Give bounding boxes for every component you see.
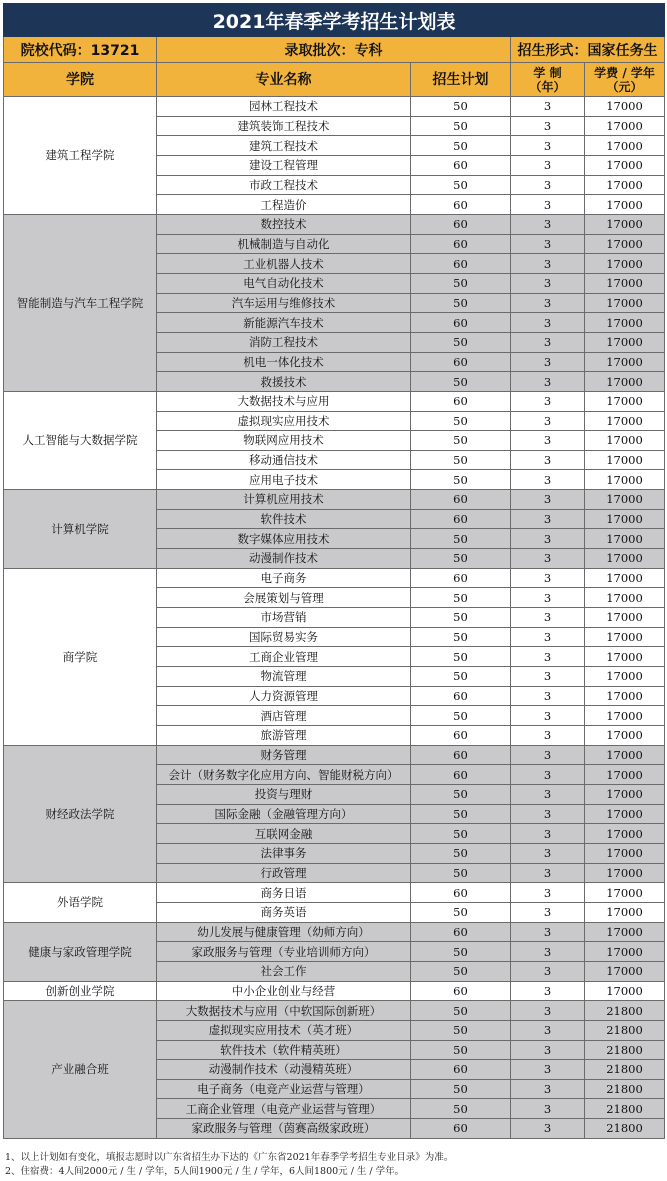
- plan-count: 60: [411, 568, 511, 588]
- tuition-fee: 17000: [585, 509, 665, 529]
- major-name: 财务管理: [157, 745, 411, 765]
- major-name: 社会工作: [157, 961, 411, 981]
- plan-count: 60: [411, 726, 511, 746]
- major-name: 商务英语: [157, 902, 411, 922]
- major-name: 酒店管理: [157, 706, 411, 726]
- plan-count: 60: [411, 765, 511, 785]
- school-code: 院校代码：13721: [4, 37, 157, 63]
- major-name: 物流管理: [157, 667, 411, 687]
- tuition-fee: 21800: [585, 1040, 665, 1060]
- table-row: [4, 981, 665, 1001]
- study-years: 3: [511, 647, 585, 667]
- tuition-fee: 17000: [585, 97, 665, 117]
- tuition-fee: 21800: [585, 1099, 665, 1119]
- header-years: 学 制 （年）: [511, 63, 585, 97]
- major-name: 消防工程技术: [157, 332, 411, 352]
- study-years: 3: [511, 922, 585, 942]
- tuition-fee: 21800: [585, 1119, 665, 1139]
- table-row: [4, 214, 665, 234]
- major-name: 大数据技术与应用（中软国际创新班）: [157, 1001, 411, 1021]
- tuition-fee: 17000: [585, 254, 665, 274]
- tuition-fee: 17000: [585, 745, 665, 765]
- tuition-fee: 17000: [585, 352, 665, 372]
- study-years: 3: [511, 745, 585, 765]
- tuition-fee: 17000: [585, 608, 665, 628]
- tuition-fee: 17000: [585, 824, 665, 844]
- plan-count: 50: [411, 529, 511, 549]
- plan-count: 60: [411, 234, 511, 254]
- header-row: [4, 63, 665, 97]
- study-years: 3: [511, 902, 585, 922]
- plan-count: 50: [411, 293, 511, 313]
- tuition-fee: 17000: [585, 214, 665, 234]
- tuition-fee: 17000: [585, 784, 665, 804]
- study-years: 3: [511, 1099, 585, 1119]
- major-name: 物联网应用技术: [157, 431, 411, 451]
- study-years: 3: [511, 706, 585, 726]
- study-years: 3: [511, 824, 585, 844]
- plan-count: 50: [411, 627, 511, 647]
- study-years: 3: [511, 726, 585, 746]
- major-name: 电子商务（电竞产业运营与管理）: [157, 1079, 411, 1099]
- study-years: 3: [511, 1060, 585, 1080]
- tuition-fee: 17000: [585, 529, 665, 549]
- tuition-fee: 17000: [585, 942, 665, 962]
- major-name: 虚拟现实应用技术: [157, 411, 411, 431]
- study-years: 3: [511, 293, 585, 313]
- plan-count: 50: [411, 961, 511, 981]
- plan-count: 50: [411, 942, 511, 962]
- tuition-fee: 17000: [585, 863, 665, 883]
- college-name: 财经政法学院: [4, 745, 157, 883]
- major-name: 动漫制作技术: [157, 549, 411, 569]
- plan-count: 50: [411, 784, 511, 804]
- study-years: 3: [511, 136, 585, 156]
- tuition-fee: 17000: [585, 155, 665, 175]
- study-years: 3: [511, 411, 585, 431]
- major-name: 建筑工程技术: [157, 136, 411, 156]
- plan-count: 60: [411, 509, 511, 529]
- plan-count: 50: [411, 450, 511, 470]
- tuition-fee: 17000: [585, 961, 665, 981]
- college-name: 智能制造与汽车工程学院: [4, 214, 157, 391]
- major-name: 机电一体化技术: [157, 352, 411, 372]
- study-years: 3: [511, 352, 585, 372]
- tuition-fee: 17000: [585, 647, 665, 667]
- study-years: 3: [511, 431, 585, 451]
- info-row: [4, 37, 665, 63]
- study-years: 3: [511, 490, 585, 510]
- table-row: [4, 391, 665, 411]
- table-title: 2021年春季学考招生计划表: [4, 4, 665, 37]
- plan-count: 50: [411, 97, 511, 117]
- tuition-fee: 17000: [585, 804, 665, 824]
- study-years: 3: [511, 273, 585, 293]
- study-years: 3: [511, 313, 585, 333]
- tuition-fee: 17000: [585, 568, 665, 588]
- study-years: 3: [511, 450, 585, 470]
- major-name: 新能源汽车技术: [157, 313, 411, 333]
- plan-count: 50: [411, 1079, 511, 1099]
- college-name: 外语学院: [4, 883, 157, 922]
- plan-count: 50: [411, 372, 511, 392]
- table-row: [4, 1001, 665, 1021]
- study-years: 3: [511, 568, 585, 588]
- tuition-fee: 17000: [585, 490, 665, 510]
- tuition-fee: 17000: [585, 372, 665, 392]
- study-years: 3: [511, 608, 585, 628]
- tuition-fee: 17000: [585, 332, 665, 352]
- tuition-fee: 21800: [585, 1001, 665, 1021]
- plan-count: 50: [411, 431, 511, 451]
- admission-plan-table: [3, 3, 665, 1139]
- header-plan: 招生计划: [411, 63, 511, 97]
- tuition-fee: 17000: [585, 234, 665, 254]
- major-name: 家政服务与管理（茵赛高级家政班）: [157, 1119, 411, 1139]
- plan-count: 50: [411, 136, 511, 156]
- plan-count: 50: [411, 667, 511, 687]
- plan-count: 50: [411, 332, 511, 352]
- major-name: 家政服务与管理（专业培训师方向）: [157, 942, 411, 962]
- header-college: 学院: [4, 63, 157, 97]
- college-name: 计算机学院: [4, 490, 157, 569]
- study-years: 3: [511, 627, 585, 647]
- study-years: 3: [511, 97, 585, 117]
- plan-count: 60: [411, 686, 511, 706]
- tuition-fee: 17000: [585, 175, 665, 195]
- plan-count: 50: [411, 411, 511, 431]
- plan-count: 50: [411, 902, 511, 922]
- major-name: 电气自动化技术: [157, 273, 411, 293]
- major-name: 建筑装饰工程技术: [157, 116, 411, 136]
- major-name: 软件技术（软件精英班）: [157, 1040, 411, 1060]
- plan-count: 60: [411, 490, 511, 510]
- table-row: [4, 745, 665, 765]
- footnote-1: 1、以上计划如有变化，填报志愿时以广东省招生办下达的《广东省2021年春季学考招生专业目录》为准。: [5, 1152, 454, 1163]
- major-name: 市场营销: [157, 608, 411, 628]
- study-years: 3: [511, 214, 585, 234]
- major-name: 工业机器人技术: [157, 254, 411, 274]
- table-row: [4, 490, 665, 510]
- tuition-fee: 17000: [585, 667, 665, 687]
- plan-count: 60: [411, 1060, 511, 1080]
- plan-count: 50: [411, 863, 511, 883]
- plan-count: 50: [411, 824, 511, 844]
- study-years: 3: [511, 1040, 585, 1060]
- study-years: 3: [511, 1001, 585, 1021]
- major-name: 市政工程技术: [157, 175, 411, 195]
- plan-count: 60: [411, 883, 511, 903]
- plan-count: 60: [411, 1119, 511, 1139]
- plan-count: 60: [411, 214, 511, 234]
- study-years: 3: [511, 588, 585, 608]
- plan-count: 50: [411, 175, 511, 195]
- admission-batch: 录取批次：专科: [157, 37, 511, 63]
- plan-count: 50: [411, 116, 511, 136]
- college-name: 健康与家政管理学院: [4, 922, 157, 981]
- major-name: 动漫制作技术（动漫精英班）: [157, 1060, 411, 1080]
- plan-count: 50: [411, 1040, 511, 1060]
- study-years: 3: [511, 155, 585, 175]
- major-name: 救援技术: [157, 372, 411, 392]
- major-name: 大数据技术与应用: [157, 391, 411, 411]
- study-years: 3: [511, 804, 585, 824]
- major-name: 园林工程技术: [157, 97, 411, 117]
- study-years: 3: [511, 961, 585, 981]
- major-name: 会展策划与管理: [157, 588, 411, 608]
- tuition-fee: 17000: [585, 549, 665, 569]
- college-name: 人工智能与大数据学院: [4, 391, 157, 489]
- plan-count: 50: [411, 1020, 511, 1040]
- major-name: 互联网金融: [157, 824, 411, 844]
- study-years: 3: [511, 175, 585, 195]
- major-name: 虚拟现实应用技术（英才班）: [157, 1020, 411, 1040]
- plan-count: 60: [411, 313, 511, 333]
- plan-count: 50: [411, 1099, 511, 1119]
- tuition-fee: 17000: [585, 273, 665, 293]
- major-name: 软件技术: [157, 509, 411, 529]
- study-years: 3: [511, 1119, 585, 1139]
- major-name: 机械制造与自动化: [157, 234, 411, 254]
- footnote-2: 2、住宿费：4人间2000元 / 生 / 学年，5人间1900元 / 生 / 学年，6人间1800元 / 生 / 学年。: [5, 1166, 405, 1177]
- plan-count: 50: [411, 273, 511, 293]
- tuition-fee: 17000: [585, 391, 665, 411]
- tuition-fee: 17000: [585, 706, 665, 726]
- plan-count: 50: [411, 647, 511, 667]
- study-years: 3: [511, 667, 585, 687]
- major-name: 中小企业创业与经营: [157, 981, 411, 1001]
- major-name: 工商企业管理: [157, 647, 411, 667]
- plan-count: 60: [411, 352, 511, 372]
- table-row: [4, 883, 665, 903]
- major-name: 会计（财务数字化应用方向、智能财税方向）: [157, 765, 411, 785]
- study-years: 3: [511, 883, 585, 903]
- plan-count: 50: [411, 843, 511, 863]
- plan-count: 50: [411, 804, 511, 824]
- plan-count: 60: [411, 745, 511, 765]
- tuition-fee: 17000: [585, 902, 665, 922]
- major-name: 行政管理: [157, 863, 411, 883]
- footnotes: [5, 1151, 662, 1179]
- tuition-fee: 17000: [585, 883, 665, 903]
- major-name: 汽车运用与维修技术: [157, 293, 411, 313]
- tuition-fee: 17000: [585, 627, 665, 647]
- major-name: 商务日语: [157, 883, 411, 903]
- major-name: 国际金融（金融管理方向）: [157, 804, 411, 824]
- tuition-fee: 17000: [585, 431, 665, 451]
- tuition-fee: 17000: [585, 765, 665, 785]
- major-name: 人力资源管理: [157, 686, 411, 706]
- study-years: 3: [511, 942, 585, 962]
- tuition-fee: 17000: [585, 470, 665, 490]
- major-name: 数控技术: [157, 214, 411, 234]
- study-years: 3: [511, 391, 585, 411]
- plan-count: 50: [411, 706, 511, 726]
- study-years: 3: [511, 372, 585, 392]
- college-name: 商学院: [4, 568, 157, 745]
- study-years: 3: [511, 470, 585, 490]
- study-years: 3: [511, 843, 585, 863]
- tuition-fee: 17000: [585, 981, 665, 1001]
- study-years: 3: [511, 116, 585, 136]
- plan-count: 50: [411, 549, 511, 569]
- plan-count: 60: [411, 922, 511, 942]
- major-name: 旅游管理: [157, 726, 411, 746]
- study-years: 3: [511, 332, 585, 352]
- study-years: 3: [511, 234, 585, 254]
- plan-count: 50: [411, 1001, 511, 1021]
- tuition-fee: 17000: [585, 195, 665, 215]
- major-name: 投资与理财: [157, 784, 411, 804]
- header-major: 专业名称: [157, 63, 411, 97]
- header-fee: 学费 / 学年 （元）: [585, 63, 665, 97]
- major-name: 法律事务: [157, 843, 411, 863]
- major-name: 工商企业管理（电竞产业运营与管理）: [157, 1099, 411, 1119]
- study-years: 3: [511, 784, 585, 804]
- major-name: 幼儿发展与健康管理（幼师方向）: [157, 922, 411, 942]
- plan-count: 60: [411, 391, 511, 411]
- college-name: 创新创业学院: [4, 981, 157, 1001]
- plan-count: 50: [411, 470, 511, 490]
- study-years: 3: [511, 549, 585, 569]
- plan-count: 50: [411, 608, 511, 628]
- college-name: 产业融合班: [4, 1001, 157, 1139]
- major-name: 移动通信技术: [157, 450, 411, 470]
- table-row: [4, 97, 665, 117]
- study-years: 3: [511, 195, 585, 215]
- major-name: 数字媒体应用技术: [157, 529, 411, 549]
- study-years: 3: [511, 1020, 585, 1040]
- plan-count: 60: [411, 254, 511, 274]
- tuition-fee: 17000: [585, 450, 665, 470]
- study-years: 3: [511, 765, 585, 785]
- study-years: 3: [511, 981, 585, 1001]
- plan-count: 50: [411, 588, 511, 608]
- tuition-fee: 21800: [585, 1020, 665, 1040]
- plan-count: 60: [411, 155, 511, 175]
- tuition-fee: 17000: [585, 686, 665, 706]
- study-years: 3: [511, 509, 585, 529]
- major-name: 电子商务: [157, 568, 411, 588]
- study-years: 3: [511, 686, 585, 706]
- major-name: 建设工程管理: [157, 155, 411, 175]
- study-years: 3: [511, 863, 585, 883]
- plan-count: 60: [411, 981, 511, 1001]
- tuition-fee: 17000: [585, 726, 665, 746]
- college-name: 建筑工程学院: [4, 97, 157, 215]
- table-row: [4, 568, 665, 588]
- major-name: 计算机应用技术: [157, 490, 411, 510]
- tuition-fee: 17000: [585, 116, 665, 136]
- tuition-fee: 21800: [585, 1079, 665, 1099]
- major-name: 国际贸易实务: [157, 627, 411, 647]
- tuition-fee: 17000: [585, 411, 665, 431]
- enrollment-form: 招生形式：国家任务生: [511, 37, 665, 63]
- plan-count: 60: [411, 195, 511, 215]
- tuition-fee: 17000: [585, 922, 665, 942]
- major-name: 工程造价: [157, 195, 411, 215]
- tuition-fee: 17000: [585, 588, 665, 608]
- tuition-fee: 17000: [585, 843, 665, 863]
- study-years: 3: [511, 1079, 585, 1099]
- table-row: [4, 922, 665, 942]
- major-name: 应用电子技术: [157, 470, 411, 490]
- tuition-fee: 17000: [585, 293, 665, 313]
- study-years: 3: [511, 529, 585, 549]
- tuition-fee: 17000: [585, 136, 665, 156]
- study-years: 3: [511, 254, 585, 274]
- tuition-fee: 17000: [585, 313, 665, 333]
- tuition-fee: 21800: [585, 1060, 665, 1080]
